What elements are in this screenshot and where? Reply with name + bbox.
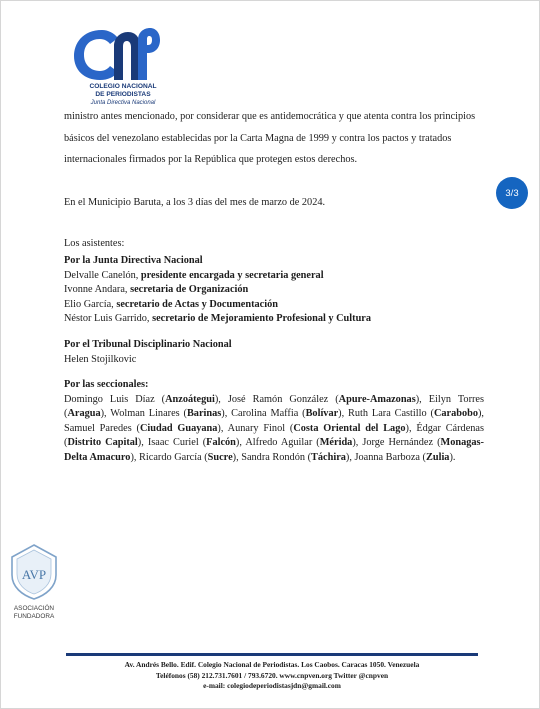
seccional-entry: Alfredo Aguilar (Mérida),	[245, 437, 363, 449]
junta-member: Néstor Luis Garrido, secretario de Mejoramiento Profesional y Cultura	[64, 313, 372, 325]
footer-phones: Teléfonos (58) 212.731.7601 / 793.6720. www.cnpven.org Twitter @cnpven	[155, 670, 389, 680]
junta-heading: Por la Junta Directiva Nacional	[64, 255, 203, 266]
seccional-entry: Ruth Lara Castillo (Carabobo),	[348, 408, 485, 420]
footer-rule	[66, 653, 478, 656]
attendees-label: Los asistentes:	[64, 238, 125, 249]
seccional-entry: José Ramón González (Apure-Amazonas),	[227, 393, 429, 405]
page-number-badge[interactable]: 3/3	[496, 177, 528, 209]
org-line-1: COLEGIO NACIONAL	[89, 83, 157, 90]
seccionales-section	[64, 378, 484, 466]
footer-address: Av. Andrés Bello. Edif. Colegio Nacional de Periodistas. Los Caobos. Caracas 1050. Venezuela	[124, 660, 420, 669]
junta-member: Elio García, secretario de Actas y Documentación	[64, 298, 278, 310]
junta-member: Ivonne Andara, secretaria de Organización	[64, 284, 249, 296]
seccional-entry: Joanna Barboza (Zulia).	[354, 451, 456, 463]
footer	[66, 660, 478, 692]
junta-section	[64, 254, 484, 327]
seccional-entry: Ricardo García (Sucre),	[139, 451, 242, 463]
seccional-entry: Eilyn Torres (Aragua),	[64, 393, 485, 420]
footer-email[interactable]: e-mail: colegiodeperiodistasjdn@gmail.com	[203, 681, 341, 690]
seccionales-heading: Por las seccionales:	[64, 379, 149, 390]
seccional-entry: Aunary Finol (Costa Oriental del Lago),	[227, 422, 417, 434]
org-line-3: Junta Directiva Nacional	[90, 100, 156, 106]
seccional-entry: Édgar Cárdenas (Distrito Capital),	[64, 422, 485, 449]
seccional-entry: Jorge Hernández (Monagas-Delta Amacuro),	[64, 437, 484, 463]
avp-logo	[8, 543, 60, 601]
seccional-entry: Wolman Linares (Barinas),	[110, 408, 232, 420]
tribunal-heading: Por el Tribunal Disciplinario Nacional	[64, 339, 232, 350]
avp-letters: AVP	[21, 567, 47, 582]
seccional-entry: Samuel Paredes (Ciudad Guayana),	[64, 422, 228, 434]
seccional-entry: Carolina Maffia (Bolívar),	[231, 408, 349, 420]
org-line-2: DE PERIODISTAS	[95, 91, 151, 98]
place-date: En el Municipio Baruta, a los 3 días del mes de marzo de 2024.	[64, 197, 326, 208]
seccional-entry: Domingo Luis Díaz (Anzoátegui),	[64, 393, 228, 405]
closing-paragraph: ministro antes mencionado, por considerar que es antidemocrática y que atenta contra los principios básicos del venezolano establecidas por la Carta Magna de 1999 y contra los pactos y tratados internacionales firmados por la República que protegen estos derechos.	[64, 111, 476, 165]
seccional-entry: Sandra Rondón (Táchira),	[241, 451, 355, 463]
avp-caption: ASOCIACIÓN FUNDADORA	[13, 605, 55, 620]
seccional-entry: Isaac Curiel (Falcón),	[147, 437, 246, 449]
tribunal-section	[64, 338, 484, 367]
tribunal-member: Helen Stojilkovic	[64, 353, 137, 365]
seccionales-list	[64, 394, 484, 463]
junta-member: Delvalle Canelón, presidente encargada y secretaria general	[64, 269, 324, 281]
logo-text	[78, 83, 168, 107]
